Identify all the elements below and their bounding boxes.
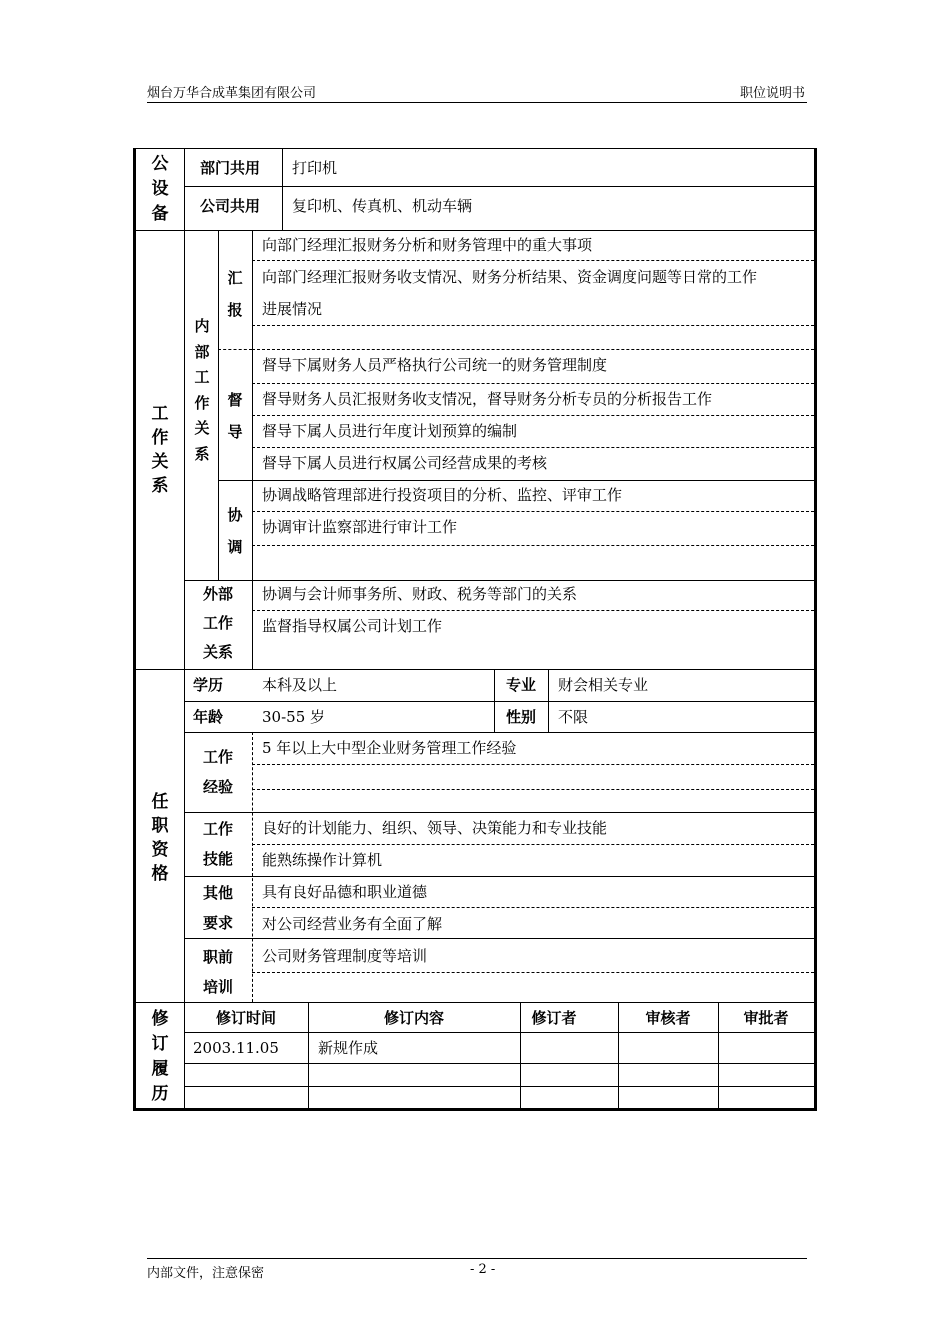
company-shared-value: 复印机、传真机、机动车辆 bbox=[292, 197, 473, 215]
dash-line bbox=[252, 383, 814, 384]
dash-line bbox=[252, 260, 814, 261]
grid-line bbox=[184, 186, 814, 187]
footer-rule bbox=[147, 1258, 807, 1259]
supervise-item: 督导下属人员进行权属公司经营成果的考核 bbox=[262, 454, 548, 472]
dash-line bbox=[252, 349, 814, 350]
qualifications-section-label: 任职资格 bbox=[151, 792, 169, 884]
external-item: 协调与会计师事务所、财政、税务等部门的关系 bbox=[262, 585, 578, 603]
company-shared-label: 公司共用 bbox=[200, 197, 261, 215]
work-relations-section-label: 工作关系 bbox=[151, 404, 169, 496]
revision-section-label: 修订履历 bbox=[151, 1009, 169, 1104]
dash-line bbox=[252, 844, 814, 845]
external-label-line: 关系 bbox=[202, 643, 233, 661]
revision-content: 新规作成 bbox=[318, 1039, 379, 1057]
skills-item: 能熟练操作计算机 bbox=[262, 851, 383, 869]
grid-line bbox=[184, 580, 814, 581]
other-item: 对公司经营业务有全面了解 bbox=[262, 915, 443, 933]
grid-line bbox=[548, 669, 549, 732]
dash-line bbox=[252, 325, 814, 326]
coordinate-label: 协调 bbox=[227, 506, 243, 556]
age-label: 年龄 bbox=[193, 708, 224, 726]
dash-line bbox=[252, 415, 814, 416]
other-label-line: 要求 bbox=[202, 914, 233, 932]
revision-header-approver: 审批者 bbox=[743, 1009, 789, 1027]
dash-line bbox=[252, 972, 814, 973]
page-header bbox=[147, 82, 807, 103]
education-label: 学历 bbox=[193, 676, 224, 694]
grid-line bbox=[136, 669, 814, 670]
age-value: 30-55 岁 bbox=[262, 708, 326, 726]
report-item: 向部门经理汇报财务收支情况、财务分析结果、资金调度问题等日常的工作 bbox=[262, 268, 758, 286]
external-label-line: 工作 bbox=[202, 614, 233, 632]
dash-line bbox=[252, 764, 814, 765]
dept-shared-value: 打印机 bbox=[292, 159, 338, 177]
revision-header-date: 修订时间 bbox=[215, 1009, 276, 1027]
supervise-item: 督导下属人员进行年度计划预算的编制 bbox=[262, 422, 518, 440]
dash-line bbox=[252, 732, 253, 1002]
grid-line bbox=[184, 1063, 814, 1064]
dash-line bbox=[252, 789, 814, 790]
grid-line bbox=[136, 230, 814, 231]
coordinate-item: 协调战略管理部进行投资项目的分析、监控、评审工作 bbox=[262, 486, 623, 504]
grid-line bbox=[184, 701, 814, 702]
coordinate-item: 协调审计监察部进行审计工作 bbox=[262, 518, 458, 536]
grid-line bbox=[184, 938, 814, 939]
confidential-note: 内部文件，注意保密 bbox=[147, 1266, 265, 1281]
training-label-line: 职前 bbox=[202, 948, 233, 966]
skills-item: 良好的计划能力、组织、领导、决策能力和专业技能 bbox=[262, 819, 608, 837]
revision-header-reviser: 修订者 bbox=[531, 1009, 577, 1027]
document-type: 职位说明书 bbox=[739, 86, 805, 101]
grid-line bbox=[184, 1032, 814, 1033]
major-value: 财会相关专业 bbox=[558, 676, 649, 694]
skills-label-line: 工作 bbox=[202, 820, 233, 838]
dash-line bbox=[252, 511, 814, 512]
gender-label: 性别 bbox=[505, 708, 536, 726]
grid-line bbox=[184, 732, 814, 733]
dept-shared-label: 部门共用 bbox=[200, 159, 261, 177]
supervise-item: 督导财务人员汇报财务收支情况，督导财务分析专员的分析报告工作 bbox=[262, 390, 713, 408]
grid-line bbox=[282, 148, 283, 230]
other-item: 具有良好品德和职业道德 bbox=[262, 883, 428, 901]
external-item: 监督指导权属公司计划工作 bbox=[262, 617, 443, 635]
external-label-line: 外部 bbox=[202, 585, 233, 603]
grid-line bbox=[136, 1002, 814, 1003]
supervise-label: 督导 bbox=[227, 391, 243, 441]
gender-value: 不限 bbox=[558, 708, 589, 726]
dash-line bbox=[252, 610, 814, 611]
experience-item: 5 年以上大中型企业财务管理工作经验 bbox=[262, 739, 517, 757]
revision-date: 2003.11.05 bbox=[193, 1039, 279, 1057]
grid-line bbox=[184, 812, 814, 813]
education-value: 本科及以上 bbox=[262, 676, 338, 694]
training-label-line: 培训 bbox=[202, 978, 233, 996]
dash-line bbox=[252, 545, 814, 546]
major-label: 专业 bbox=[505, 676, 536, 694]
dash-line bbox=[252, 447, 814, 448]
experience-label-line: 经验 bbox=[202, 778, 233, 796]
report-item: 进展情况 bbox=[262, 300, 323, 318]
experience-label-line: 工作 bbox=[202, 748, 233, 766]
skills-label-line: 技能 bbox=[202, 850, 233, 868]
internal-relations-label: 内部工作关系 bbox=[194, 317, 210, 463]
supervise-item: 督导下属财务人员严格执行公司统一的财务管理制度 bbox=[262, 356, 608, 374]
training-item: 公司财务管理制度等培训 bbox=[262, 947, 428, 965]
other-label-line: 其他 bbox=[202, 884, 233, 902]
grid-line bbox=[184, 876, 814, 877]
revision-header-content: 修订内容 bbox=[383, 1009, 444, 1027]
grid-line bbox=[252, 230, 253, 670]
grid-line bbox=[184, 1086, 814, 1087]
dash-line bbox=[252, 907, 814, 908]
revision-header-checker: 审核者 bbox=[645, 1009, 691, 1027]
dash-line bbox=[218, 349, 252, 350]
company-name: 烟台万华合成革集团有限公司 bbox=[147, 86, 317, 101]
equipment-section-label: 公设备 bbox=[151, 154, 169, 224]
page-number: - 2 - bbox=[470, 1262, 496, 1277]
grid-line bbox=[218, 230, 219, 580]
report-item: 向部门经理汇报财务分析和财务管理中的重大事项 bbox=[262, 236, 593, 254]
grid-line bbox=[218, 480, 814, 481]
report-label: 汇报 bbox=[227, 269, 243, 319]
